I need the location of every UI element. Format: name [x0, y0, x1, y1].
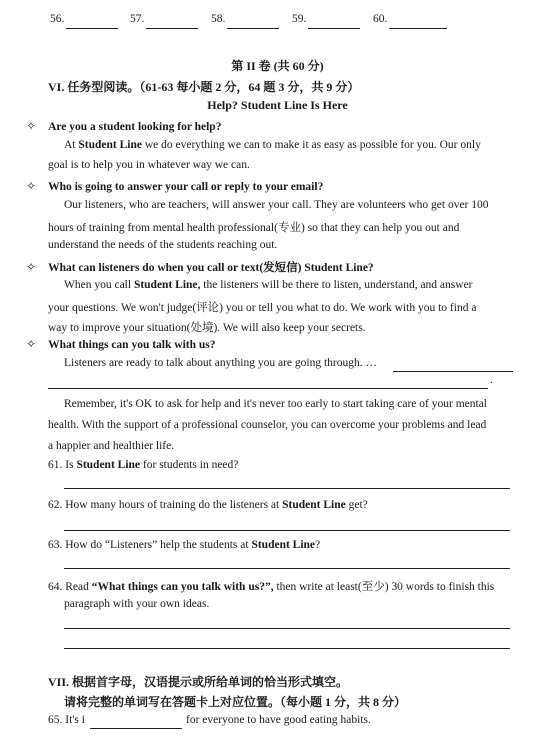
part7-heading: VII. 根据首字母，汉语提示或所给单词的恰当形式填空。: [48, 675, 349, 689]
talk-answer-line-1[interactable]: [393, 371, 513, 372]
section-heading-3: [26, 259, 374, 275]
closing-line: Remember, it's OK to ask for help and it's never too early to start taking care of your mental: [64, 398, 487, 410]
blank-56-line[interactable]: [66, 28, 118, 29]
part7-subheading: 请将完整的单词写在答题卡上对应位置。（每小题 1 分，共 8 分）: [64, 695, 407, 709]
blank-57-line[interactable]: [146, 28, 198, 29]
section-heading-1: [26, 119, 221, 134]
section-heading-text: What can listeners do when you call or text(发短信) Student Line?: [48, 262, 374, 274]
blank-59-line[interactable]: [308, 28, 360, 29]
section-heading-text: Who is going to answer your call or reply to your email?: [48, 181, 324, 193]
section-heading-4: [26, 337, 216, 352]
blank-57-label: 57.: [130, 13, 145, 25]
blank-58-label: 58.: [211, 13, 226, 25]
diamond-bullet-icon: ✧: [26, 119, 37, 133]
article-title: Help? Student Line Is Here: [207, 98, 348, 112]
q65-suffix: for everyone to have good eating habits.: [186, 714, 371, 726]
part6-heading: VI. 任务型阅读。（61-63 每小题 2 分，64 题 3 分，共 9 分）: [48, 80, 360, 94]
blank-58-line[interactable]: [227, 28, 279, 29]
q64-answer-line-2[interactable]: [64, 648, 510, 649]
q65-prefix: 65. It's i: [48, 714, 85, 726]
q61-answer-line[interactable]: [64, 488, 510, 489]
section-heading-2: [26, 179, 323, 194]
question-61: 61. Is Student Line for students in need?: [48, 459, 239, 471]
section-body-line: hours of training from mental health professional(专业) so that they can help you out and: [48, 222, 460, 234]
q64-answer-line-1[interactable]: [64, 628, 510, 629]
q65-blank-line[interactable]: [90, 728, 182, 729]
question-62: 62. How many hours of training do the listeners at Student Line get?: [48, 499, 368, 511]
section-heading-text: Are you a student looking for help?: [48, 121, 222, 133]
blank-56-label: 56.: [50, 13, 65, 25]
talk-answer-line-2[interactable]: [48, 388, 488, 389]
section-body-line: Our listeners, who are teachers, will answer your call. They are volunteers who get over 100: [64, 199, 489, 211]
q64-line2: paragraph with your own ideas.: [64, 598, 210, 610]
q62-answer-line[interactable]: [64, 530, 510, 531]
section-heading-text: What things can you talk with us?: [48, 339, 216, 351]
period-mark: .: [490, 374, 493, 386]
section-title: 第 II 卷 (共 60 分): [231, 59, 324, 73]
section-body-line: goal is to help you in whatever way we can.: [48, 159, 250, 171]
diamond-bullet-icon: ✧: [26, 179, 37, 193]
closing-line: health. With the support of a professional counselor, you can overcome your problems and lead: [48, 419, 487, 431]
q63-answer-line[interactable]: [64, 568, 510, 569]
section-body-line: Listeners are ready to talk about anything you are going through. …: [64, 357, 377, 369]
section-body-line: way to improve your situation(处境). We will also keep your secrets.: [48, 322, 366, 334]
question-64: 64. Read “What things can you talk with us?”, then write at least(至少) 30 words to finish this: [48, 581, 495, 593]
blank-59-label: 59.: [292, 13, 307, 25]
blank-60-label: 60.: [373, 13, 388, 25]
closing-line: a happier and healthier life.: [48, 440, 175, 452]
diamond-bullet-icon: ✧: [26, 260, 37, 274]
section-body-line: At Student Line we do everything we can to make it as easy as possible for you. Our only: [64, 139, 481, 151]
section-body-line: your questions. We won't judge(评论) you or tell you what to do. We work with you to find a: [48, 302, 477, 314]
section-body-line: When you call Student Line, the listeners will be there to listen, understand, and answer: [64, 279, 473, 291]
diamond-bullet-icon: ✧: [26, 337, 37, 351]
question-63: 63. How do “Listeners” help the students at Student Line?: [48, 539, 321, 551]
blank-60-line[interactable]: [389, 28, 447, 29]
section-body-line: understand the needs of the students reaching out.: [48, 239, 278, 251]
